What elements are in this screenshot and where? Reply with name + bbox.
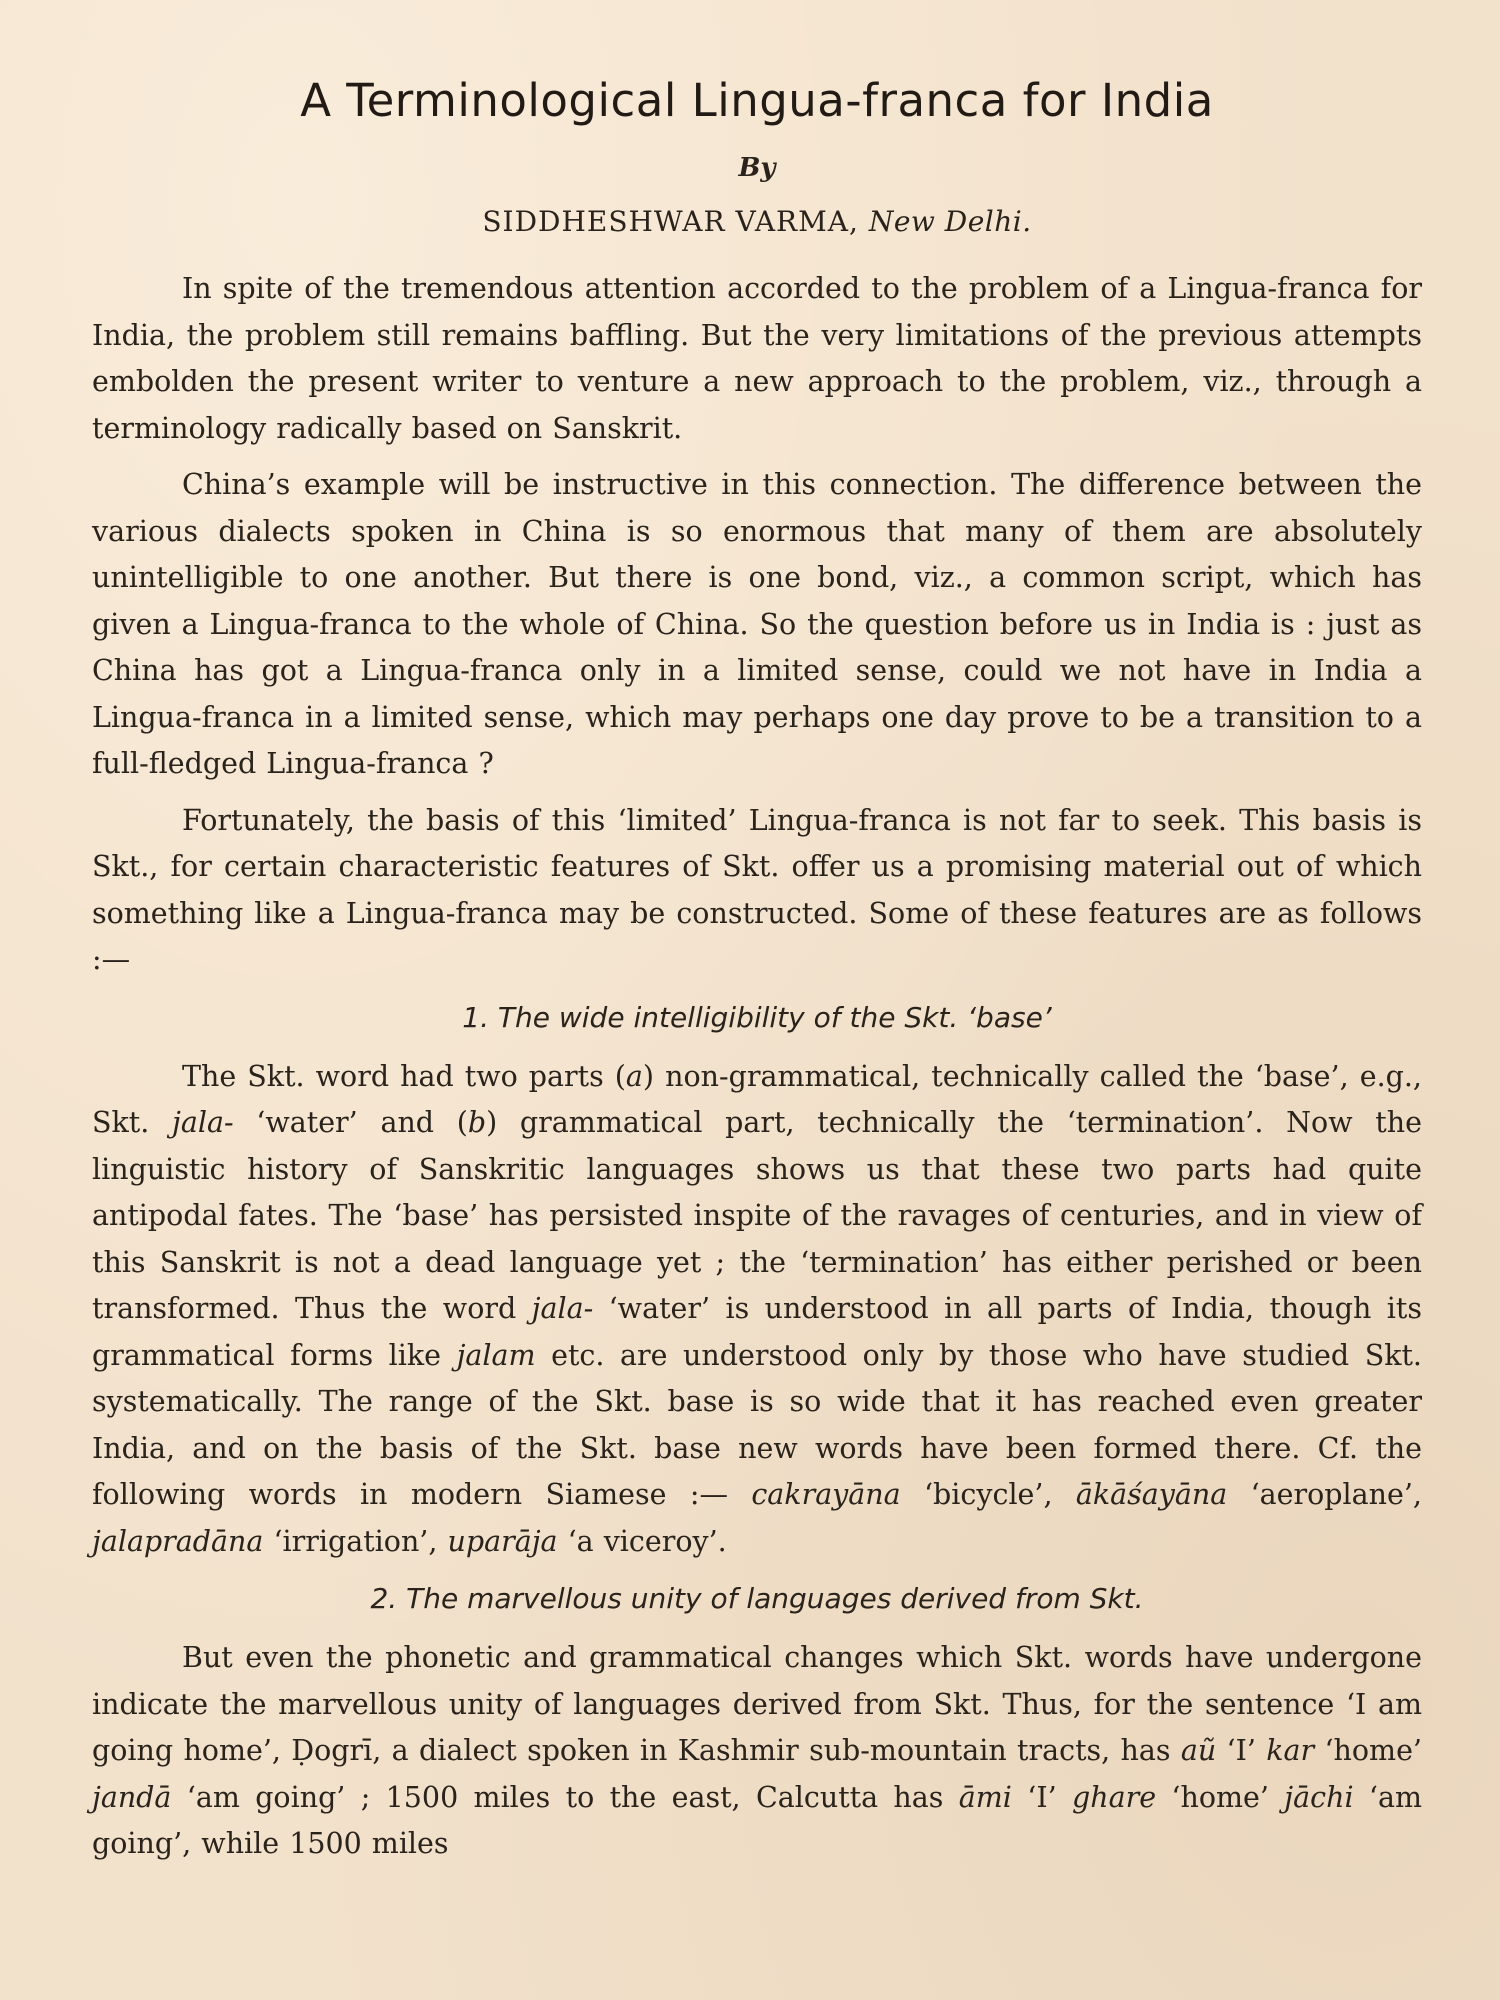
text-run: ‘home’	[1314, 1734, 1422, 1767]
text-run: ‘am going’ ; 1500 miles to the east, Calcutta has	[171, 1780, 959, 1814]
text-run: ‘a viceroy’.	[557, 1524, 727, 1558]
paragraph-basis: Fortunately, the basis of this ‘limited’ Lingua-franca is not far to seek. This basis is Skt., for certain characteristic features of Skt. offer us a promising material out of which something like a Lingua-franca may be constructed. Some of these features are as follows :—	[92, 803, 1422, 976]
italic-term: āmi	[958, 1780, 1012, 1814]
italic-term: uparāja	[447, 1524, 558, 1558]
italic-term: jandā	[92, 1780, 172, 1814]
text-run: ‘bicycle’,	[900, 1478, 1076, 1511]
author-name: SIDDHESHWAR VARMA,	[482, 205, 859, 238]
italic-term: ākāśayāna	[1075, 1478, 1228, 1511]
author-line	[92, 190, 1422, 254]
text-run: etc. are understood only by those who have studied Skt. systematically. The range of the Skt. base is so wide that it has reached even greater India, and on the basis of the Skt. base new words have been formed there. Cf. the following words in modern Siamese :—	[92, 1338, 1422, 1511]
text-run: The Skt. word had two parts (	[182, 1059, 626, 1093]
byline: By	[738, 153, 776, 183]
text-run: ‘I’	[1216, 1734, 1267, 1767]
text-run: ‘home’	[1156, 1780, 1285, 1814]
italic-term: jala-	[172, 1106, 234, 1139]
paragraph-unity	[92, 1635, 1422, 1868]
paragraph-intro: In spite of the tremendous attention accorded to the problem of a Lingua-franca for India, the problem still remains baffling. But the very limitations of the previous attempts embolden the present writer to venture a new approach to the problem, viz., through a terminology radically based on Sanskrit.	[92, 272, 1422, 445]
text-run: ‘aeroplane’,	[1227, 1478, 1422, 1511]
italic-term: aũ	[1180, 1734, 1217, 1767]
italic-term: jalapradāna	[92, 1524, 264, 1558]
italic-term: jalam	[456, 1338, 536, 1372]
paragraph-china-example: China’s example will be instructive in this connection. The difference between the various dialects spoken in China is so enormous that many of them are absolutely unintelligible to one another. But there is one bond, viz., a common script, which has given a Lingua-franca to the whole of China. So the question before us in India is : just as China has got a Lingua-franca only in a limited sense, could we not have in India a Lingua-franca in a limited sense, which may perhaps one day prove to be a transition to a full-fledged Lingua-franca ?	[92, 468, 1422, 780]
italic-term: ghare	[1071, 1780, 1157, 1814]
text-run: ) grammatical part, technically the ‘termination’. Now the linguistic history of Sanskritic languages shows us that these two parts had quite antipodal fates. The ‘base’ has persisted inspite of the ravages of centuries, and in view of this Sanskrit is not a dead language yet ; the ‘termination’ has either perished or been transformed. Thus the word	[92, 1106, 1422, 1325]
section-heading-1: 1. The wide intelligibility of the Skt. ‘base’	[462, 1000, 1052, 1034]
text-run: ‘water’ is understood in all parts of India, though its grammatical forms like	[92, 1292, 1422, 1372]
text-run: ‘I’	[1011, 1780, 1072, 1814]
text-run: ) non-grammatical, technically called the ‘base’, e.g., Skt.	[92, 1059, 1422, 1139]
italic-term: cakrayāna	[751, 1478, 901, 1511]
article-title: A Terminological Lingua-franca for India	[300, 74, 1214, 127]
italic-term: a	[625, 1059, 643, 1093]
italic-term: kar	[1266, 1734, 1315, 1767]
paragraph-skt-base	[92, 1054, 1422, 1566]
text-run: But even the phonetic and grammatical changes which Skt. words have undergone indicate the marvellous unity of languages derived from Skt. Thus, for the sentence ‘I am going home’, Ḍogrī, a dialect spoken in Kashmir sub-mountain tracts, has	[92, 1641, 1422, 1767]
text-run: ‘am going’, while 1500 miles	[92, 1780, 1422, 1860]
text-run: ‘water’ and (	[233, 1106, 468, 1139]
italic-term: b	[467, 1106, 487, 1139]
section-heading-2: 2. The marvellous unity of languages derived from Skt.	[370, 1582, 1144, 1615]
italic-term: jala-	[531, 1292, 594, 1325]
author-place: New Delhi.	[868, 205, 1032, 238]
italic-term: jāchi	[1284, 1780, 1354, 1814]
text-run: ‘irrigation’,	[263, 1524, 448, 1558]
